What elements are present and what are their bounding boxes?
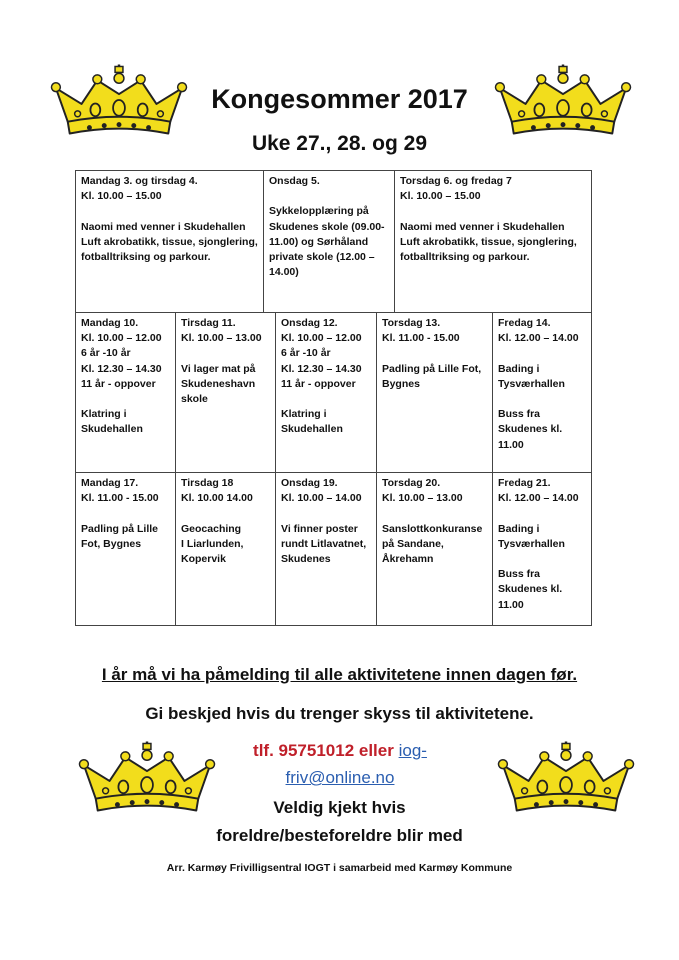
schedule-cell-week1-wed: Onsdag 5. Sykkelopplæring på Skudenes skole (09.00-11.00) og Sørhåland private skole (12.00 – 14.00) — [263, 170, 395, 313]
schedule-cell-week1-mon-tue: Mandag 3. og tirsdag 4. Kl. 10.00 – 15.00 Naomi med venner i Skudehallen Luft akrobatikk, tissue, sjonglering, fotballtriksing og parkour. — [75, 170, 264, 313]
phone-number: tlf. 95751012 eller — [253, 741, 394, 760]
schedule-cell-week3-wed: Onsdag 19. Kl. 10.00 – 14.00 Vi finner poster rundt Litlavatnet, Skudenes — [275, 472, 377, 626]
page-title: Kongesommer 2017 — [211, 84, 468, 114]
schedule-cell-week2-mon: Mandag 10. Kl. 10.00 – 12.00 6 år -10 år Kl. 12.30 – 14.30 11 år - oppover Klatring i Skudehallen — [75, 312, 176, 473]
schedule-cell-week2-thu: Torsdag 13. Kl. 11.00 - 15.00 Padling på Lille Fot, Bygnes — [376, 312, 493, 473]
schedule-cell-week2-wed: Onsdag 12. Kl. 10.00 – 12.00 6 år -10 år Kl. 12.30 – 14.30 11 år - oppover Klatring i Skudehallen — [275, 312, 377, 473]
transport-notice: Gi beskjed hvis du trenger skyss til aktivitetene. — [145, 704, 534, 723]
page-subtitle: Uke 27., 28. og 29 — [251, 132, 428, 155]
email-link[interactable]: iog-friv@online.no — [285, 741, 427, 787]
schedule-cell-week3-mon: Mandag 17. Kl. 11.00 - 15.00 Padling på Lille Fot, Bygnes — [75, 472, 176, 626]
contact-info — [200, 737, 480, 791]
schedule-cell-week3-thu: Torsdag 20. Kl. 10.00 – 13.00 Sanslottkonkuranse på Sandane, Åkrehamn — [376, 472, 493, 626]
schedule-cell-week3-fri: Fredag 21. Kl. 12.00 – 14.00 Bading i Tysværhallen Buss fra Skudenes kl. 11.00 — [492, 472, 592, 626]
organizer-credit: Arr. Karmøy Frivilligsentral IOGT i samarbeid med Karmøy Kommune — [166, 862, 513, 874]
schedule-cell-week2-fri: Fredag 14. Kl. 12.00 – 14.00 Bading i Tysværhallen Buss fra Skudenes kl. 11.00 — [492, 312, 592, 473]
schedule-cell-week3-tue: Tirsdag 18 Kl. 10.00 14.00 Geocaching I Liarlunden, Kopervik — [175, 472, 276, 626]
registration-notice: I år må vi ha påmelding til alle aktivitetene innen dagen før. — [101, 665, 578, 684]
schedule-cell-week2-tue: Tirsdag 11. Kl. 10.00 – 13.00 Vi lager mat på Skudeneshavn skole — [175, 312, 276, 473]
closing-message-line2: foreldre/besteforeldre blir med — [216, 826, 463, 845]
closing-message-line1: Veldig kjekt hvis — [273, 798, 406, 817]
schedule-cell-week1-thu-fri: Torsdag 6. og fredag 7 Kl. 10.00 – 15.00 Naomi med venner i Skudehallen Luft akrobatikk, tissue, sjonglering, fotballtriksing og parkour. — [394, 170, 592, 313]
